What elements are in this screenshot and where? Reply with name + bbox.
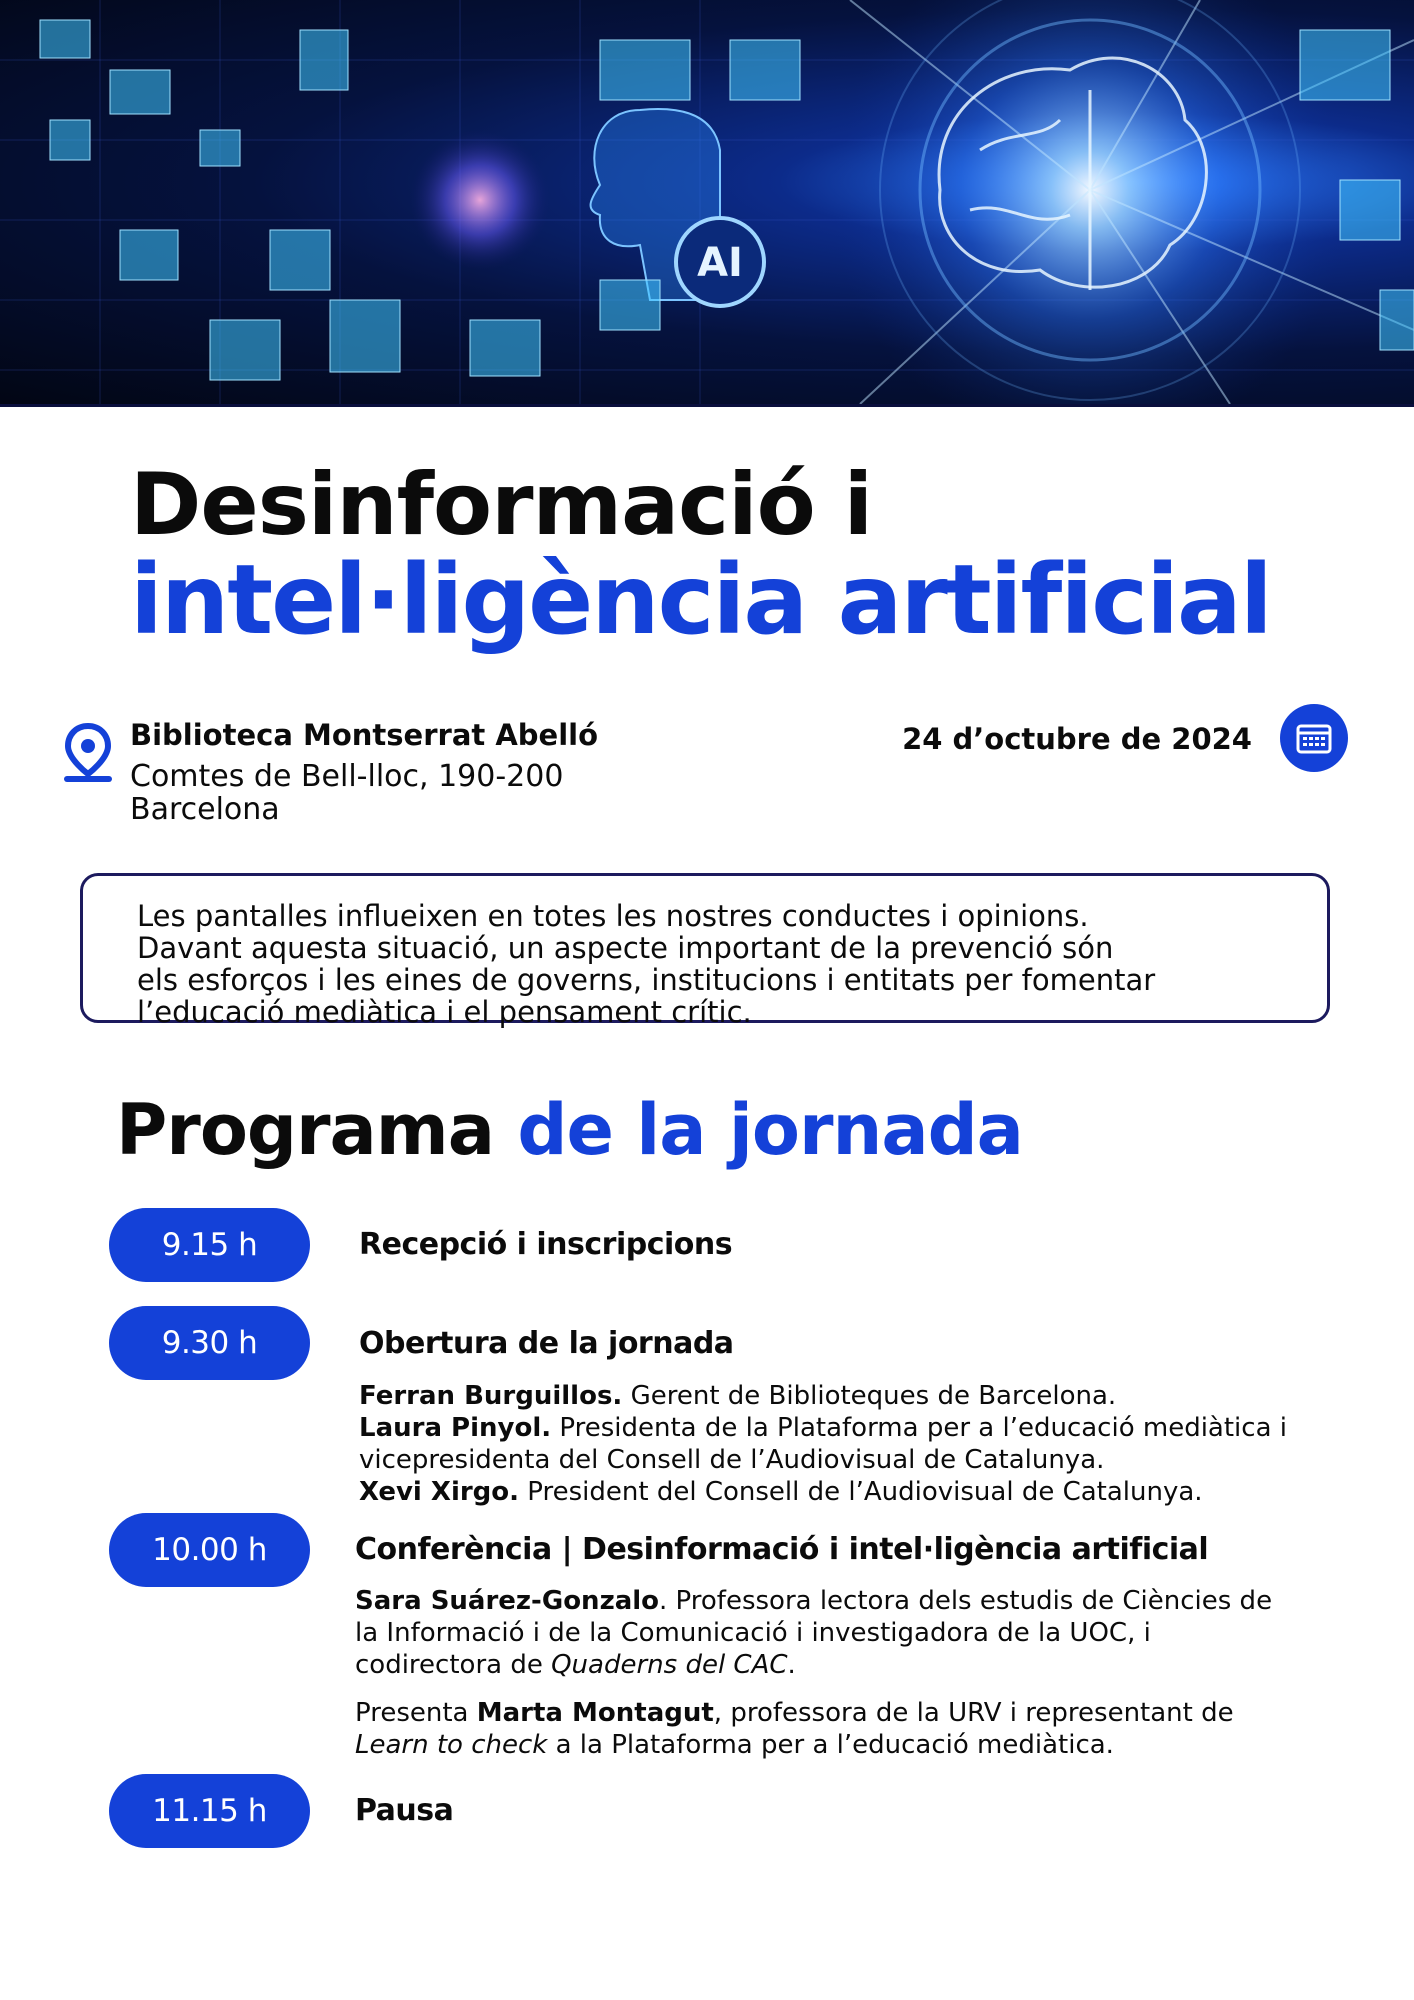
slot-title: Recepció i inscripcions [359,1227,733,1262]
slot-title: Conferència | Desinformació i intel·ligència artificial [355,1532,1209,1567]
publication-name: Quaderns del CAC [551,1650,788,1680]
speaker-name: Ferran Burguillos. [359,1381,623,1411]
speaker-name: Xevi Xirgo. [359,1477,520,1507]
speaker-line [359,1444,1409,1476]
slot-title: Pausa [355,1793,454,1828]
speaker-line [359,1380,1409,1412]
speaker-role: . Professora lectora dels estudis de Ciències de [659,1586,1273,1616]
presenter-name: Marta Montagut [476,1698,714,1728]
speaker-line [355,1585,1405,1617]
venue-city: Barcelona [130,792,280,827]
intro-box [80,873,1330,1029]
venue-street: Comtes de Bell-lloc, 190-200 [130,759,564,794]
presenter-line [355,1729,1405,1761]
speaker-role: Presidenta de la Plataforma per a l’educació mediàtica i [551,1413,1287,1443]
program-heading-blue: de la jornada [517,1089,1023,1171]
venue-address [130,760,563,826]
presenter-line [355,1697,1405,1729]
slot-speakers [355,1585,1405,1761]
intro-line: l’educació mediàtica i el pensament crític. [137,995,752,1029]
time-badge: 10.00 h [109,1513,310,1587]
speaker-line [355,1617,1405,1649]
time-badge: 11.15 h [109,1774,310,1848]
presenter-role: a la Plataforma per a l’educació mediàtica. [547,1730,1114,1760]
intro-line: els esforços i les eines de governs, institucions i entitats per fomentar [137,963,1156,997]
calendar-icon [1280,704,1348,772]
event-date: 24 d’octubre de 2024 [902,722,1252,756]
intro-line: Davant aquesta situació, un aspecte important de la prevenció són [137,931,1114,965]
speaker-line [359,1412,1409,1444]
venue-name: Biblioteca Montserrat Abelló [130,718,599,752]
title-line-2: intel·ligència artificial [130,544,1271,656]
intro-line: Les pantalles influeixen en totes les nostres conductes i opinions. [137,899,1089,933]
speaker-line [355,1649,1405,1681]
presenter-role: , professora de la URV i representant de [713,1698,1234,1728]
ai-artwork-illustration [0,0,1414,404]
time-badge: 9.30 h [109,1306,310,1380]
speaker-name: Laura Pinyol. [359,1413,552,1443]
ai-badge-text: AI [697,240,743,286]
speaker-role: la Informació i de la Comunicació i investigadora de la UOC, i [355,1618,1151,1648]
page-title [130,455,1271,656]
time-badge: 9.15 h [109,1208,310,1282]
slot-speakers [359,1380,1409,1508]
speaker-role: codirectora de [355,1650,552,1680]
title-line-1: Desinformació i [130,455,873,555]
speaker-line [359,1476,1409,1508]
speaker-role: Gerent de Biblioteques de Barcelona. [622,1381,1117,1411]
program-heading [116,1089,1023,1171]
speaker-role: vicepresidenta del Consell de l’Audiovisual de Catalunya. [359,1445,1105,1475]
intro-text [137,900,1327,1028]
hero-banner-image [0,0,1414,407]
slot-title: Obertura de la jornada [359,1326,734,1361]
presenter-prefix: Presenta [355,1698,477,1728]
location-pin-icon [62,722,114,784]
speaker-role: . [787,1650,796,1680]
program-heading-dark: Programa [116,1089,494,1171]
speaker-role: President del Consell de l’Audiovisual de Catalunya. [519,1477,1203,1507]
speaker-name: Sara Suárez-Gonzalo [355,1586,660,1616]
initiative-name: Learn to check [355,1730,548,1760]
